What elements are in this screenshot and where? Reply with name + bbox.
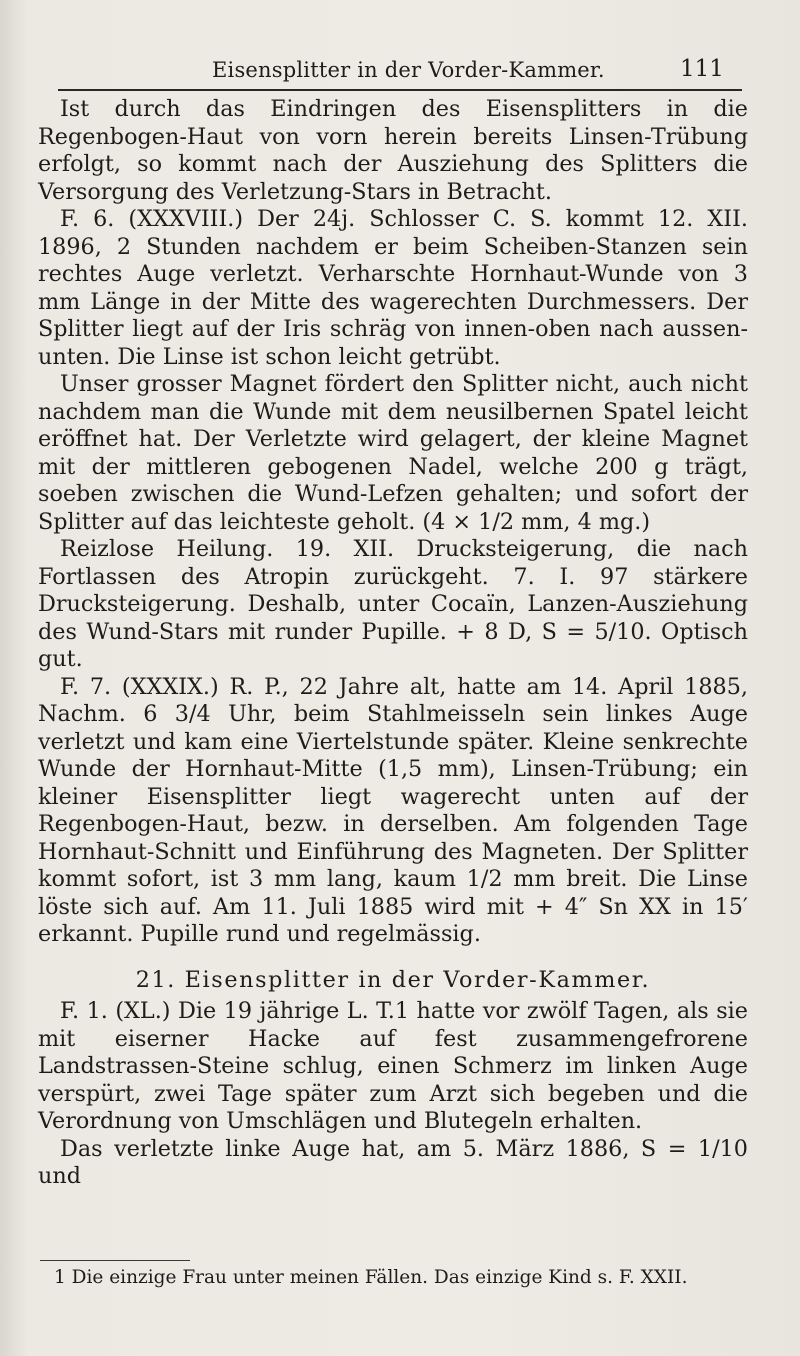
paragraph: Unser grosser Magnet fördert den Splitter nicht, auch nicht nachdem man die Wunde mit dem neusilbernen Spatel leicht eröffnet hat. Der Verletzte wird gelagert, der kleine Magnet mit der mittleren gebogenen Nadel, welche 200 g trägt, soeben zwischen die Wund-Lefzen gehalten; und sofort der Splitter auf das leichteste geholt. (4 × 1/2 mm, 4 mg.) — [38, 371, 748, 535]
running-head: Eisensplitter in der Vorder-Kammer. — [212, 58, 605, 82]
paragraph: Ist durch das Eindringen des Eisensplitters in die Regenbogen-Haut von vorn herein bereits Linsen-Trübung erfolgt, so kommt nach der Ausziehung des Splitters die Versorgung des Verletzung-Stars in Betracht. — [38, 96, 748, 205]
paragraph: F. 6. (XXXVIII.) Der 24j. Schlosser C. S. kommt 12. XII. 1896, 2 Stunden nachdem er beim Scheiben-Stanzen sein rechtes Auge verletzt. Verharschte Hornhaut-Wunde von 3 mm Länge in der Mitte des wagerechten Durchmessers. Der Splitter liegt auf der Iris schräg von innen-oben nach aussen-unten. Die Linse ist schon leicht getrübt. — [38, 206, 748, 370]
paragraph: Reizlose Heilung. 19. XII. Drucksteigerung, die nach Fortlassen des Atropin zurückgeht. 7. I. 97 stärkere Drucksteigerung. Deshalb, unter Cocaïn, Lanzen-Ausziehung des Wund-Stars mit runder Pupille. + 8 D, S = 5/10. Optisch gut. — [38, 536, 748, 672]
section-heading — [38, 967, 748, 995]
footnote-rule — [40, 1260, 190, 1261]
section-heading-text: 21. Eisensplitter in der Vorder-Kammer. — [135, 966, 651, 993]
paragraph: F. 1. (XL.) Die 19 jährige L. T.1 hatte vor zwölf Tagen, als sie mit eiserner Hacke auf fest zusammengefrorene Landstrassen-Steine schlug, einen Schmerz im linken Auge verspürt, zwei Tage später zum Arzt sich begeben und die Verordnung von Umschlägen und Blutegeln erhalten. — [38, 998, 748, 1134]
page-header — [0, 58, 800, 88]
header-rule — [58, 89, 742, 91]
paragraph: F. 7. (XXXIX.) R. P., 22 Jahre alt, hatte am 14. April 1885, Nachm. 6 3/4 Uhr, beim Stahlmeisseln sein linkes Auge verletzt und kam eine Viertelstunde später. Kleine senkrechte Wunde der Hornhaut-Mitte (1,5 mm), Linsen-Trübung; ein kleiner Eisensplitter liegt wagerecht unten auf der Regenbogen-Haut, bezw. in derselben. Am folgenden Tage Hornhaut-Schnitt und Einführung des Magneten. Der Splitter kommt sofort, ist 3 mm lang, kaum 1/2 mm breit. Die Linse löste sich auf. Am 11. Juli 1885 wird mit + 4″ Sn XX in 15′ erkannt. Pupille rund und regelmässig. — [38, 673, 748, 947]
paragraph: Das verletzte linke Auge hat, am 5. März 1886, S = 1/10 und — [38, 1135, 748, 1189]
main-text — [38, 96, 748, 1191]
footnote: 1 Die einzige Frau unter meinen Fällen. Das einzige Kind s. F. XXII. — [54, 1267, 688, 1288]
page-number: 111 — [680, 56, 724, 82]
